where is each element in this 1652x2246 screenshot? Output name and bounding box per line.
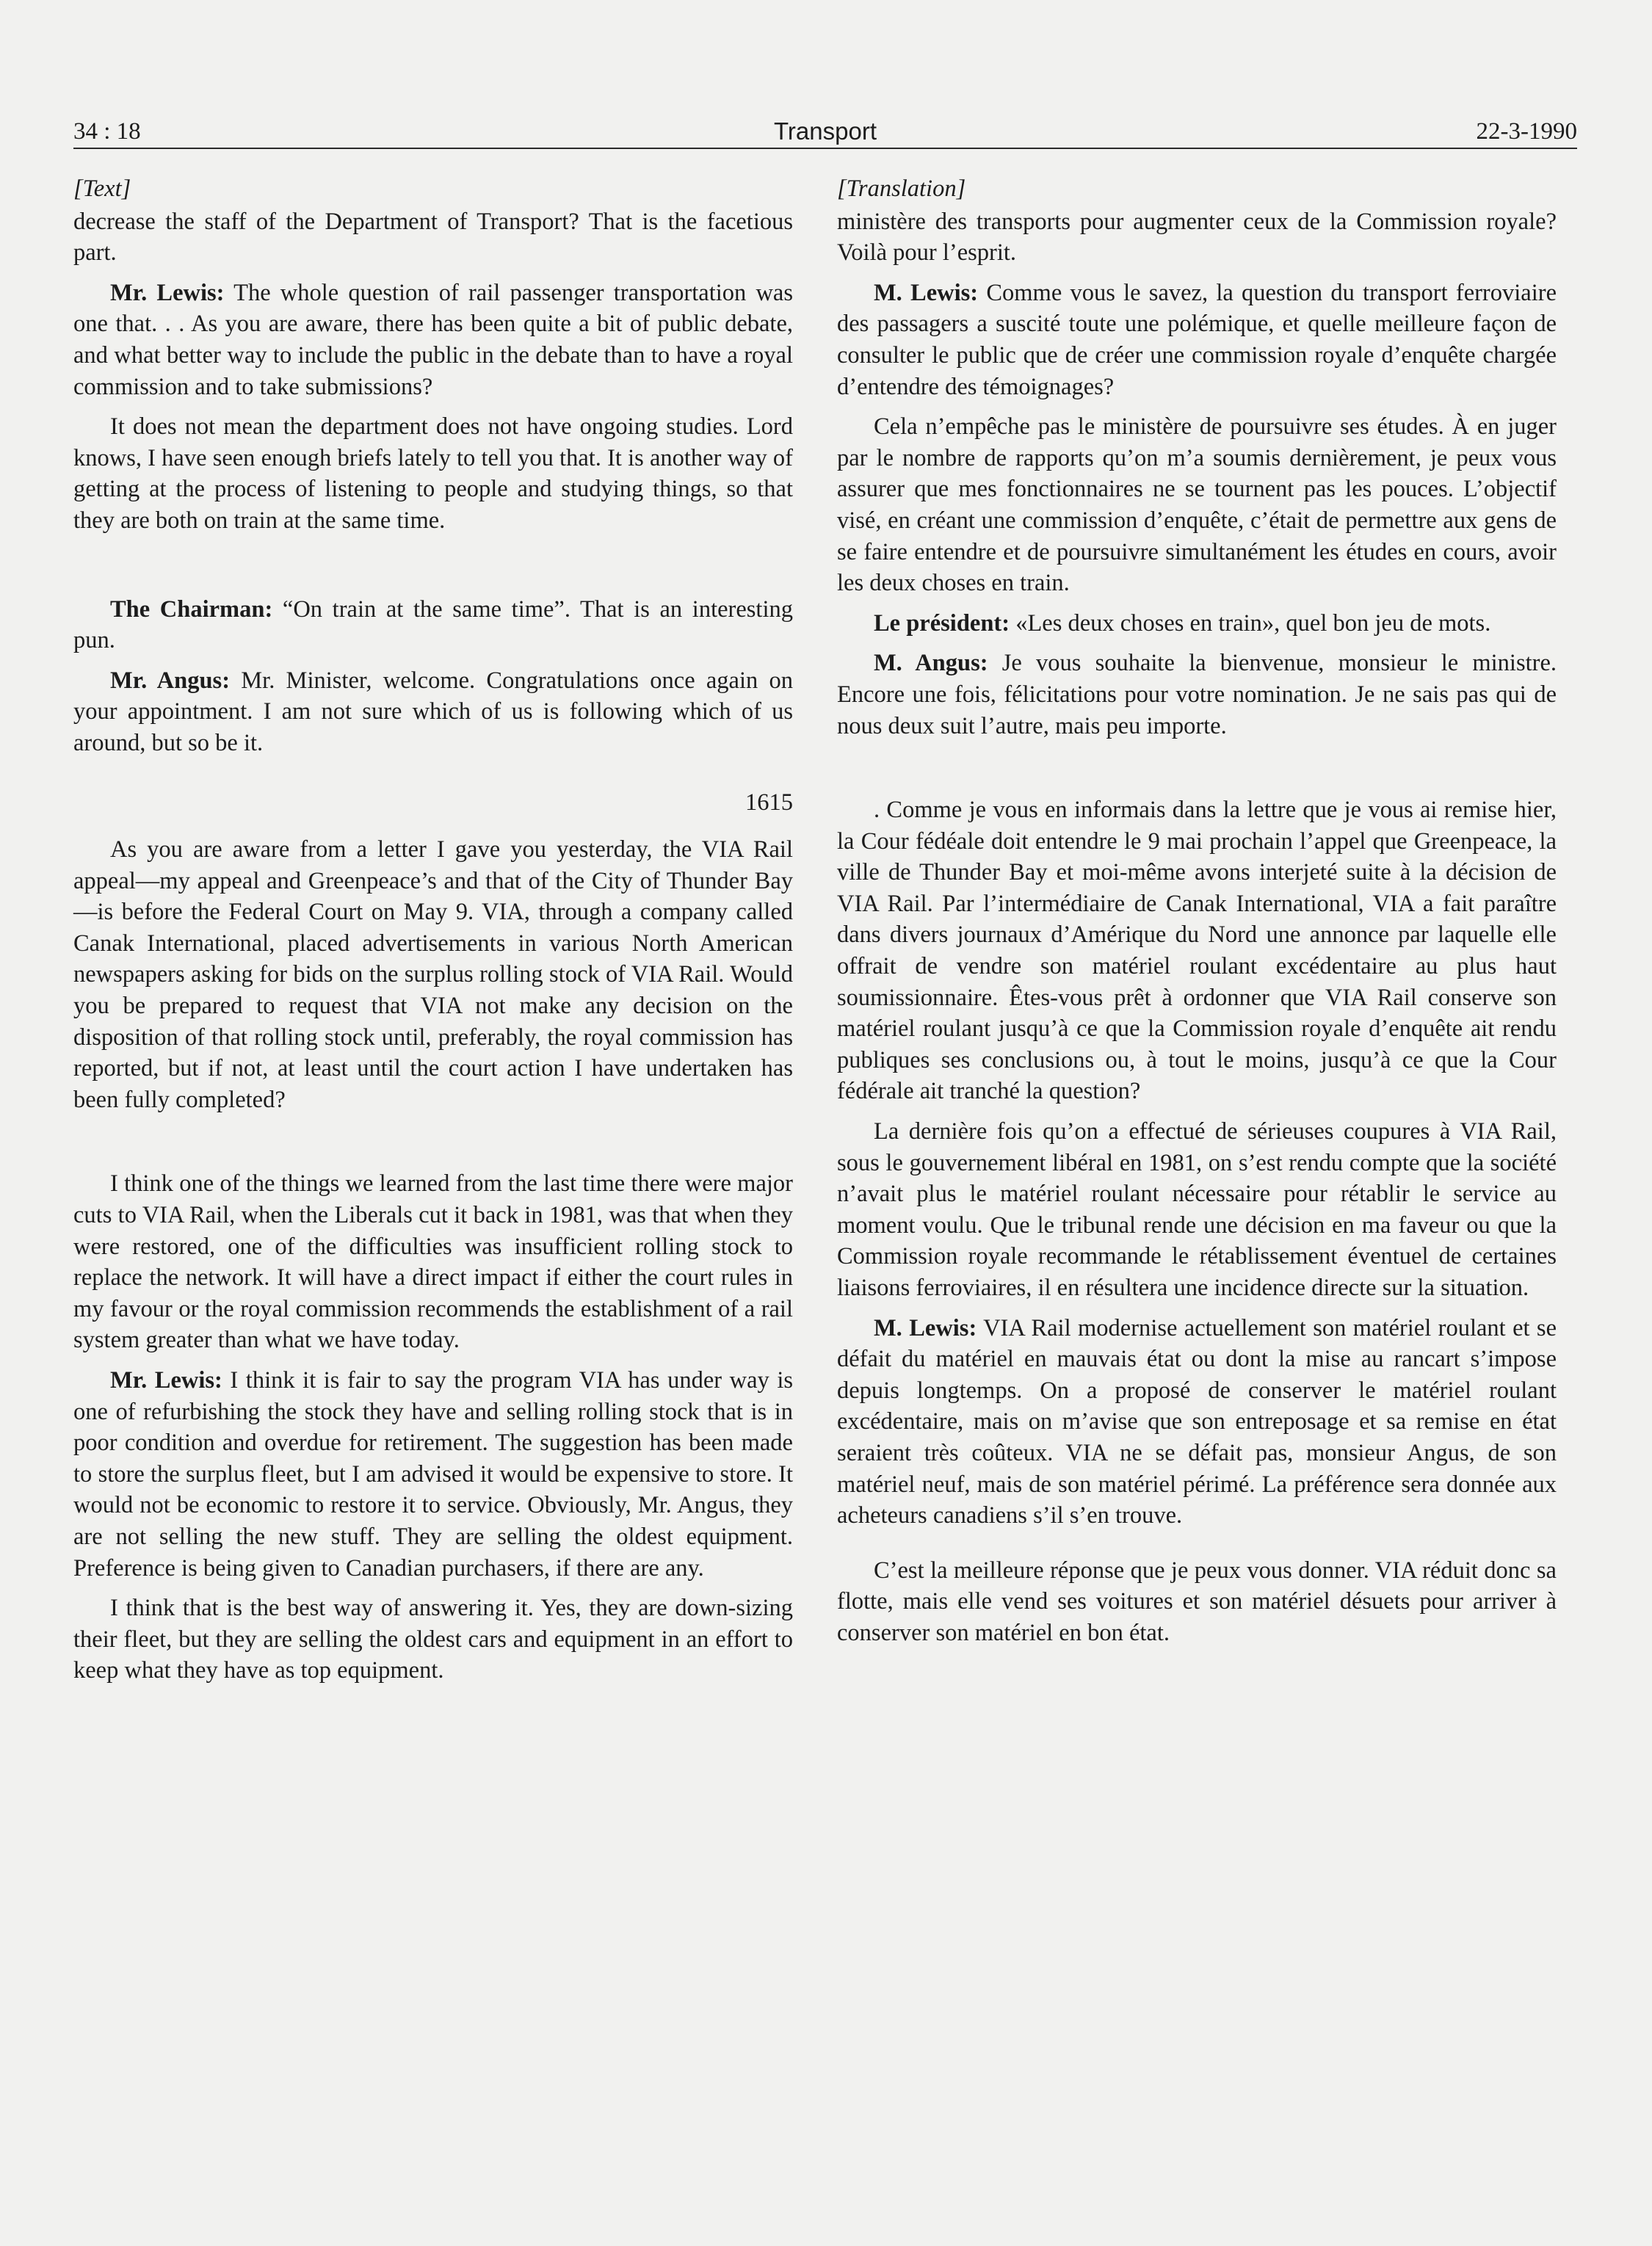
paragraph: La dernière fois qu’on a effectué de sérieuses coupures à VIA Rail, sous le gouvernement libéral en 1981, on s’est rendu compte que la société n’avait plus le matériel roulant nécessaire pour rétablir le service au moment voulu. Que le tribunal rende une décision en ma faveur ou que la Commission royale recommande le rétablissement éventuel de certaines liaisons ferroviaires, il en résultera une incidence directe sur la situation. [837,1118,1557,1301]
speech-text: Comme vous le savez, la question du transport ferroviaire des passagers a suscité toute une polémique, et quelle meilleure façon de consulter le public que de créer une commission royale d’enquête chargée d’entendre des témoignages? [837,279,1557,400]
spacer [837,1540,1557,1555]
page-number: 34 : 18 [73,118,141,145]
header-rule [73,148,1577,149]
speech-text: “On train at the same time”. That is an interesting pun. [73,595,793,654]
speaker-name: Mr. Lewis: [110,1367,222,1394]
speaker-name: The Chairman: [110,595,273,623]
paragraph: C’est la meilleure réponse que je peux vous donner. VIA réduit donc sa flotte, mais elle vend ses voitures et son matériel désuets pour arriver à conserver son matériel en bon état. [837,1557,1557,1646]
speaker-name: M. Lewis: [874,279,979,306]
paragraph: . Comme je vous en informais dans la lettre que je vous ai remise hier, la Cour fédéale doit entendre le 9 mai prochain l’appel que Greenpeace, la ville de Thunder Bay et moi-même avons interjeté suite à la décision de VIA Rail. Par l’intermédiaire de Canak International, VIA a fait paraître dans divers journaux d’Amérique du Nord une annonce par laquelle elle offrait de vendre son matériel roulant excédentaire au plus haut soumissionnaire. Êtes-vous prêt à ordonner que VIA Rail conserve son matériel roulant jusqu’à ce que la Commission royale d’enquête ait rendu publiques ses conclusions ou, à tout le moins, jusqu’à ce que la Cour fédérale ait tranché la question? [837,797,1557,1105]
speaker-name: M. Lewis: [874,1314,977,1341]
speech-paragraph [73,278,793,402]
language-label: [Text] [73,175,131,202]
speech-paragraph [73,665,793,759]
spacer [73,546,793,594]
speech-paragraph [73,1365,793,1584]
paragraph: As you are aware from a letter I gave you yesterday, the VIA Rail appeal—my appeal and Greenpeace’s and that of the City of Thunder Bay—is before the Federal Court on May 9. VIA, through a company called Canak International, placed advertisements in various North American newspapers asking for bids on the surplus rolling stock of VIA Rail. Would you be prepared to request that VIA not make any decision on the disposition of that rolling stock until, preferably, the royal commission has reported, but if not, at least until the court action I have undertaken has been fully completed? [73,836,793,1113]
speech-text: Mr. Minister, welcome. Congratulations once again on your appointment. I am not sure which of us is following which of us around, but so be it. [73,667,793,756]
speech-paragraph [837,608,1557,640]
speech-paragraph [837,1313,1557,1532]
running-title: Transport [774,117,877,145]
speech-text: Je vous souhaite la bienvenue, monsieur le ministre. Encore une fois, félicitations pour votre nomination. Je ne sais pas qui de nous deux suit l’autre, mais peu importe. [837,650,1557,739]
page-header [73,110,1577,148]
paragraph: It does not mean the department does not have ongoing studies. Lord knows, I have seen enough briefs lately to tell you that. It is another way of getting at the process of listening to people and studying things, so that they are both on train at the same time. [73,413,793,534]
speech-paragraph [837,278,1557,402]
paragraph: I think that is the best way of answering it. Yes, they are down-sizing their fleet, but they are selling the oldest cars and equipment in an effort to keep what they have as top equipment. [73,1595,793,1684]
speech-paragraph [73,594,793,656]
english-column [73,173,793,1695]
speaker-name: Le président: [874,609,1010,637]
speech-paragraph [837,648,1557,742]
speaker-name: M. Angus: [874,650,988,677]
spacer [73,1124,793,1168]
speech-text: I think it is fair to say the program VIA has under way is one of refurbishing the stock they have and selling rolling stock that is in poor condition and overdue for retirement. The suggestion has been made to store the surplus fleet, but I am advised it would be expensive to store. It would not be economic to restore it to service. Obviously, Mr. Angus, they are not selling the new stuff. They are selling the oldest equipment. Preference is being given to Canadian purchasers, if there are any. [73,1367,793,1582]
speech-text: VIA Rail modernise actuellement son matériel roulant et se défait du matériel en mauvais état ou dont la mise au rancart s’impose depuis longtemps. On a proposé de conserver le matériel roulant excédentaire, mais on m’avise que son entreposage et sa remise en état seraient très coûteux. VIA ne se défait pas, monsieur Angus, de son matériel neuf, mais de son matériel périmé. La préférence sera donnée aux acheteurs canadiens s’il s’en trouve. [837,1314,1557,1529]
paragraph: I think one of the things we learned from the last time there were major cuts to VIA Rail, when the Liberals cut it back in 1981, was that when they were restored, one of the difficulties was insufficient rolling stock to replace the network. It will have a direct impact if either the court rules in my favour or the royal commission recommends the establishment of a rail system greater than what we have today. [73,1170,793,1354]
paragraph: decrease the staff of the Department of Transport? That is the facetious part. [73,208,793,267]
paragraph: ministère des transports pour augmenter ceux de la Commission royale? Voilà pour l’esprit. [837,208,1557,267]
speaker-name: Mr. Angus: [110,667,231,694]
language-label: [Translation] [837,175,966,202]
speech-text: «Les deux choses en train», quel bon jeu de mots. [1010,609,1491,637]
speaker-name: Mr. Lewis: [110,279,225,306]
french-column [837,173,1557,1658]
header-date: 22-3-1990 [1476,118,1577,145]
time-stamp: 1615 [745,789,793,816]
paragraph: Cela n’empêche pas le ministère de poursuivre ses études. À en juger par le nombre de rapports qu’on m’a soumis dernièrement, je peux vous assurer que mes fonctionnaires ne se tournent pas les pouces. L’objectif visé, en créant une commission d’enquête, c’était de permettre aux gens de se faire entendre et de poursuivre simultanément les études en cours, avoir les deux choses en train. [837,413,1557,597]
spacer [837,750,1557,794]
speech-text: The whole question of rail passenger transportation was one that. . . As you are aware, there has been quite a bit of public debate, and what better way to include the public in the debate than to have a royal commission and to take submissions? [73,279,793,400]
